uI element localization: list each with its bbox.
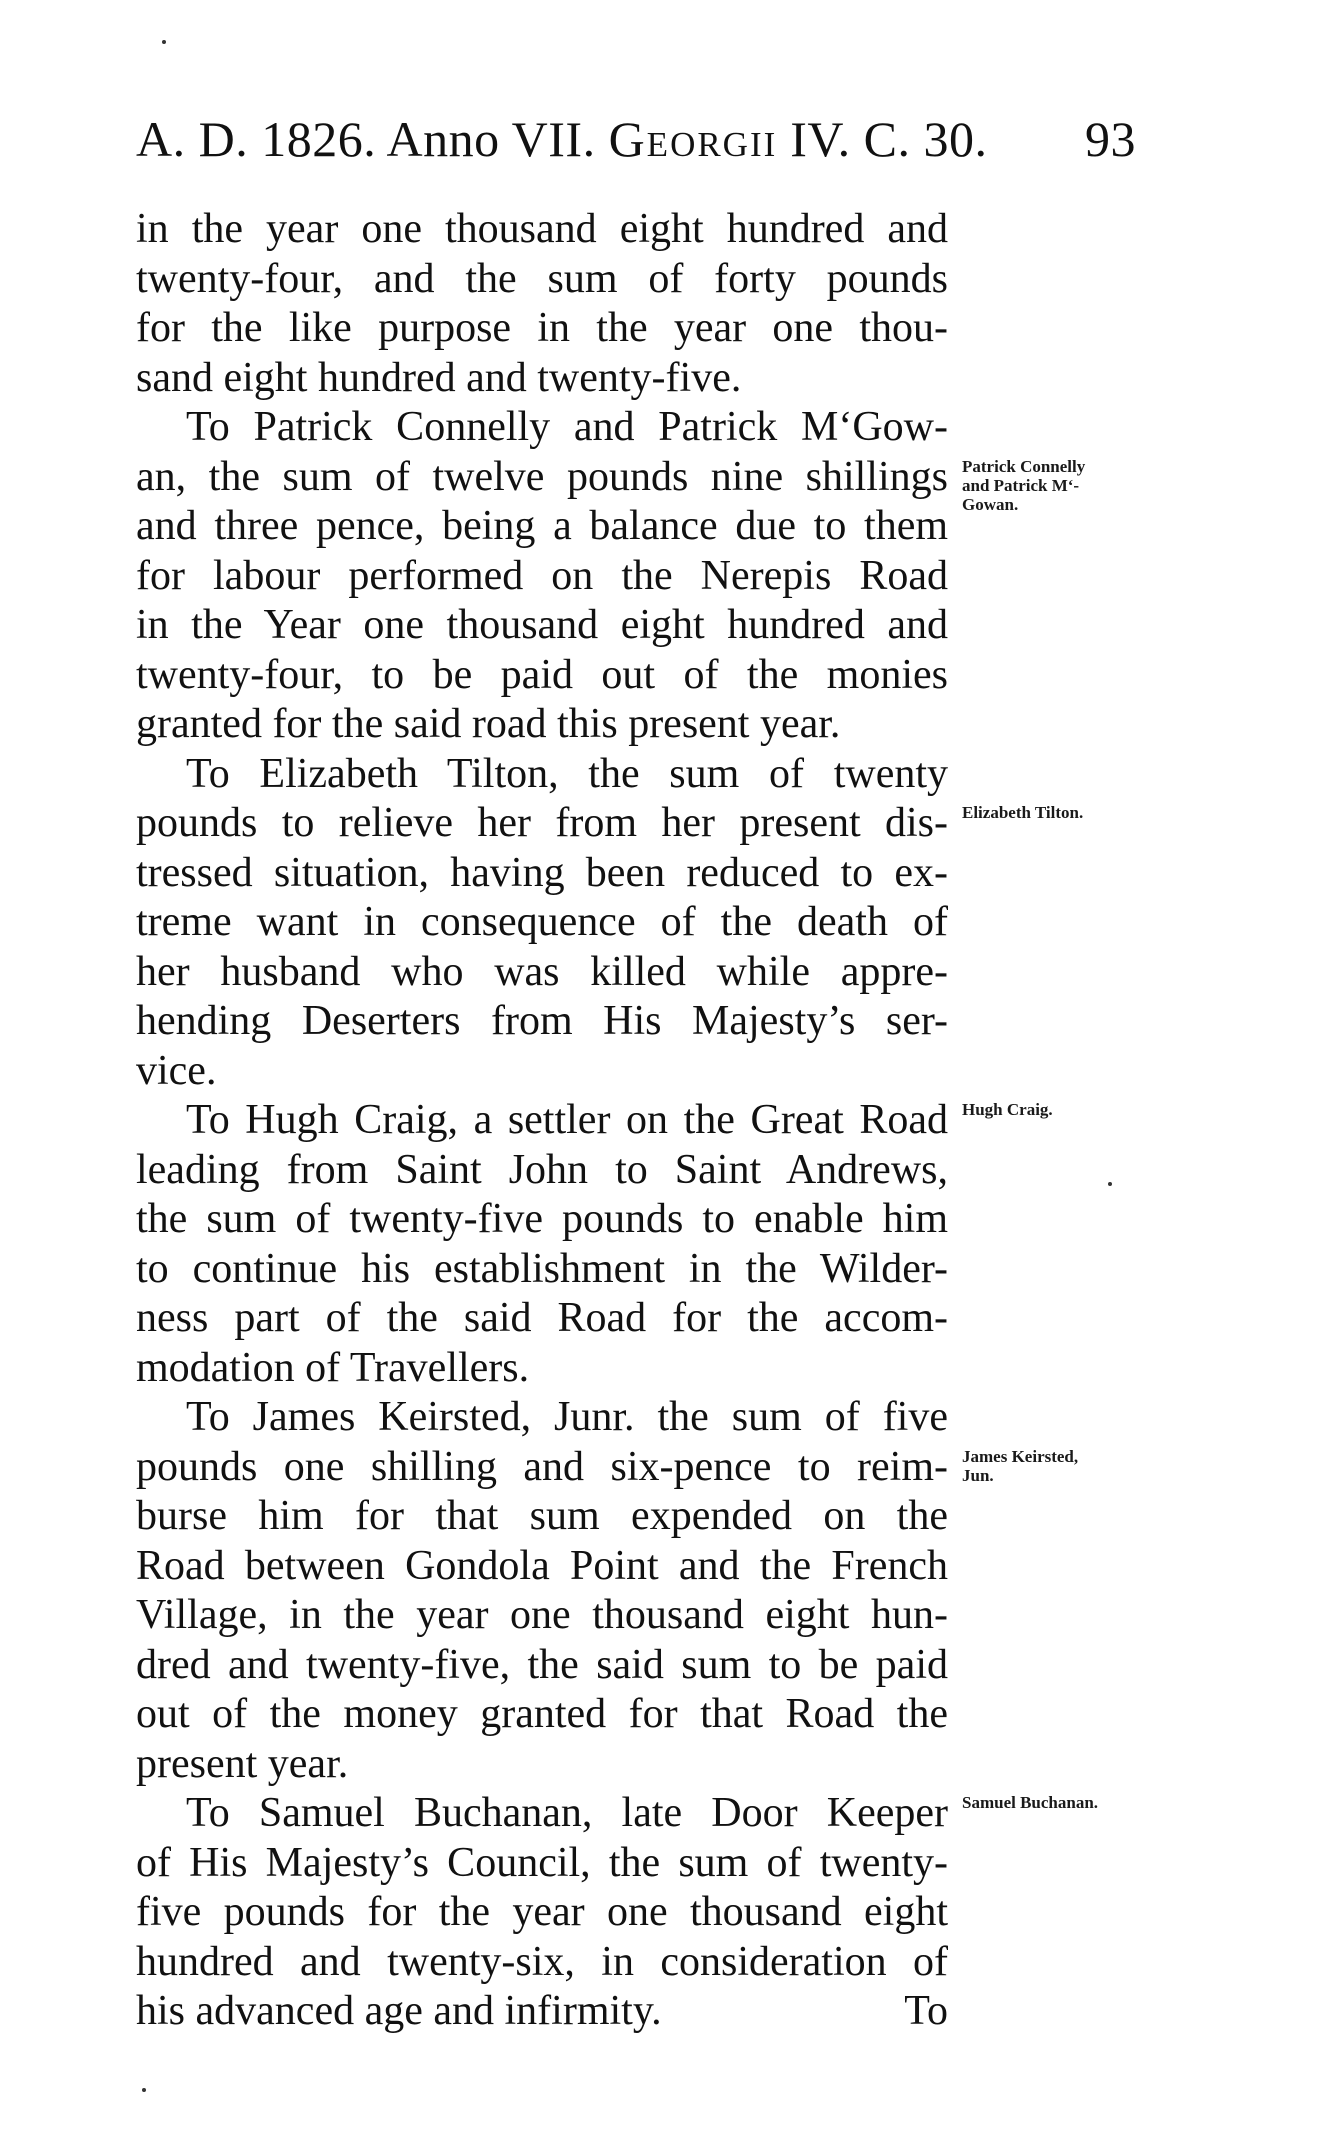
margin-note-tilton — [962, 803, 1152, 822]
text-line: the sum of twenty-five pounds to enable him — [136, 1196, 948, 1242]
text-line: pounds to relieve her from her present dis- — [136, 800, 948, 846]
text-line: an, the sum of twelve pounds nine shillings — [136, 453, 948, 500]
text-line: for labour performed on the Nerepis Road — [136, 552, 948, 599]
margin-note-line: Hugh Craig. — [962, 1100, 1053, 1119]
margin-note-line: Patrick Connelly — [962, 456, 1086, 476]
text-line-content: his advanced age and infirmity. — [136, 1988, 662, 2034]
text-line: Village, in the year one thousand eight hun- — [136, 1592, 948, 1638]
text-line: and three pence, being a balance due to them — [136, 503, 948, 549]
text-line: twenty-four, and the sum of forty pounds — [136, 255, 948, 302]
margin-note-line: Samuel Buchanan. — [962, 1793, 1099, 1812]
text-line: treme want in consequence of the death of — [136, 899, 948, 945]
text-line: her husband who was killed while appre- — [136, 948, 948, 995]
text-line: burse him for that sum expended on the — [136, 1493, 948, 1539]
text-line: dred and twenty-five, the said sum to be paid — [136, 1641, 948, 1688]
text-line: pounds one shilling and six-pence to reim- — [136, 1443, 948, 1490]
text-line: for the like purpose in the year one thou- — [136, 305, 948, 351]
margin-note-keirsted — [962, 1447, 1152, 1485]
text-line: granted for the said road this present year. — [136, 701, 841, 747]
header-year-anno: A. D. 1826. Anno VII. — [136, 111, 609, 167]
margin-note-line: Jun. — [962, 1465, 994, 1485]
text-line: To James Keirsted, Junr. the sum of five — [186, 1394, 948, 1440]
margin-note-line: James Keirsted, — [962, 1446, 1079, 1466]
header-title — [136, 104, 987, 174]
text-line: out of the money granted for that Road the — [136, 1691, 948, 1737]
text-line: in the Year one thousand eight hundred and — [136, 602, 948, 648]
text-line: of His Majesty’s Council, the sum of twenty- — [136, 1839, 948, 1886]
margin-note-buchanan — [962, 1793, 1152, 1812]
text-line: To Hugh Craig, a settler on the Great Road — [186, 1097, 948, 1143]
text-line: hundred and twenty-six, in consideration of — [136, 1938, 948, 1985]
text-line: twenty-four, to be paid out of the monies — [136, 651, 948, 698]
text-line: sand eight hundred and twenty-five. — [136, 354, 742, 401]
text-line: vice. — [136, 1047, 217, 1094]
margin-note-craig — [962, 1100, 1152, 1119]
header-georgii: Georgii — [608, 111, 778, 167]
text-line: Road between Gondola Point and the French — [136, 1542, 948, 1589]
text-line: To Patrick Connelly and Patrick M‘Gow- — [186, 404, 948, 450]
text-line: modation of Travellers. — [136, 1344, 530, 1391]
print-speck — [1108, 1182, 1112, 1186]
print-speck — [162, 40, 166, 44]
text-line: hending Deserters from His Majesty’s ser- — [136, 998, 948, 1044]
text-line: five pounds for the year one thousand eight — [136, 1889, 948, 1935]
text-line: to continue his establishment in the Wilder- — [136, 1245, 948, 1292]
text-line: To Elizabeth Tilton, the sum of twenty — [186, 750, 948, 797]
text-line — [136, 1987, 948, 2037]
text-line: leading from Saint John to Saint Andrews, — [136, 1146, 948, 1193]
body-text — [136, 205, 948, 2037]
text-line: in the year one thousand eight hundred and — [136, 206, 948, 252]
margin-note-connelly-mgowan — [962, 457, 1152, 514]
text-line: present year. — [136, 1740, 349, 1787]
margin-note-line: and Patrick M‘- — [962, 475, 1080, 495]
running-header — [136, 104, 1136, 174]
text-line: To Samuel Buchanan, late Door Keeper — [186, 1790, 948, 1836]
text-line: ness part of the said Road for the accom- — [136, 1295, 948, 1341]
header-chapter: IV. C. 30. — [777, 111, 988, 167]
text-line: tressed situation, having been reduced to ex- — [136, 849, 948, 896]
catchword: To — [904, 1988, 948, 2034]
margin-note-line: Elizabeth Tilton. — [962, 803, 1084, 822]
page-number: 93 — [1085, 111, 1136, 167]
margin-note-line: Gowan. — [962, 494, 1019, 514]
print-speck — [142, 2088, 146, 2092]
